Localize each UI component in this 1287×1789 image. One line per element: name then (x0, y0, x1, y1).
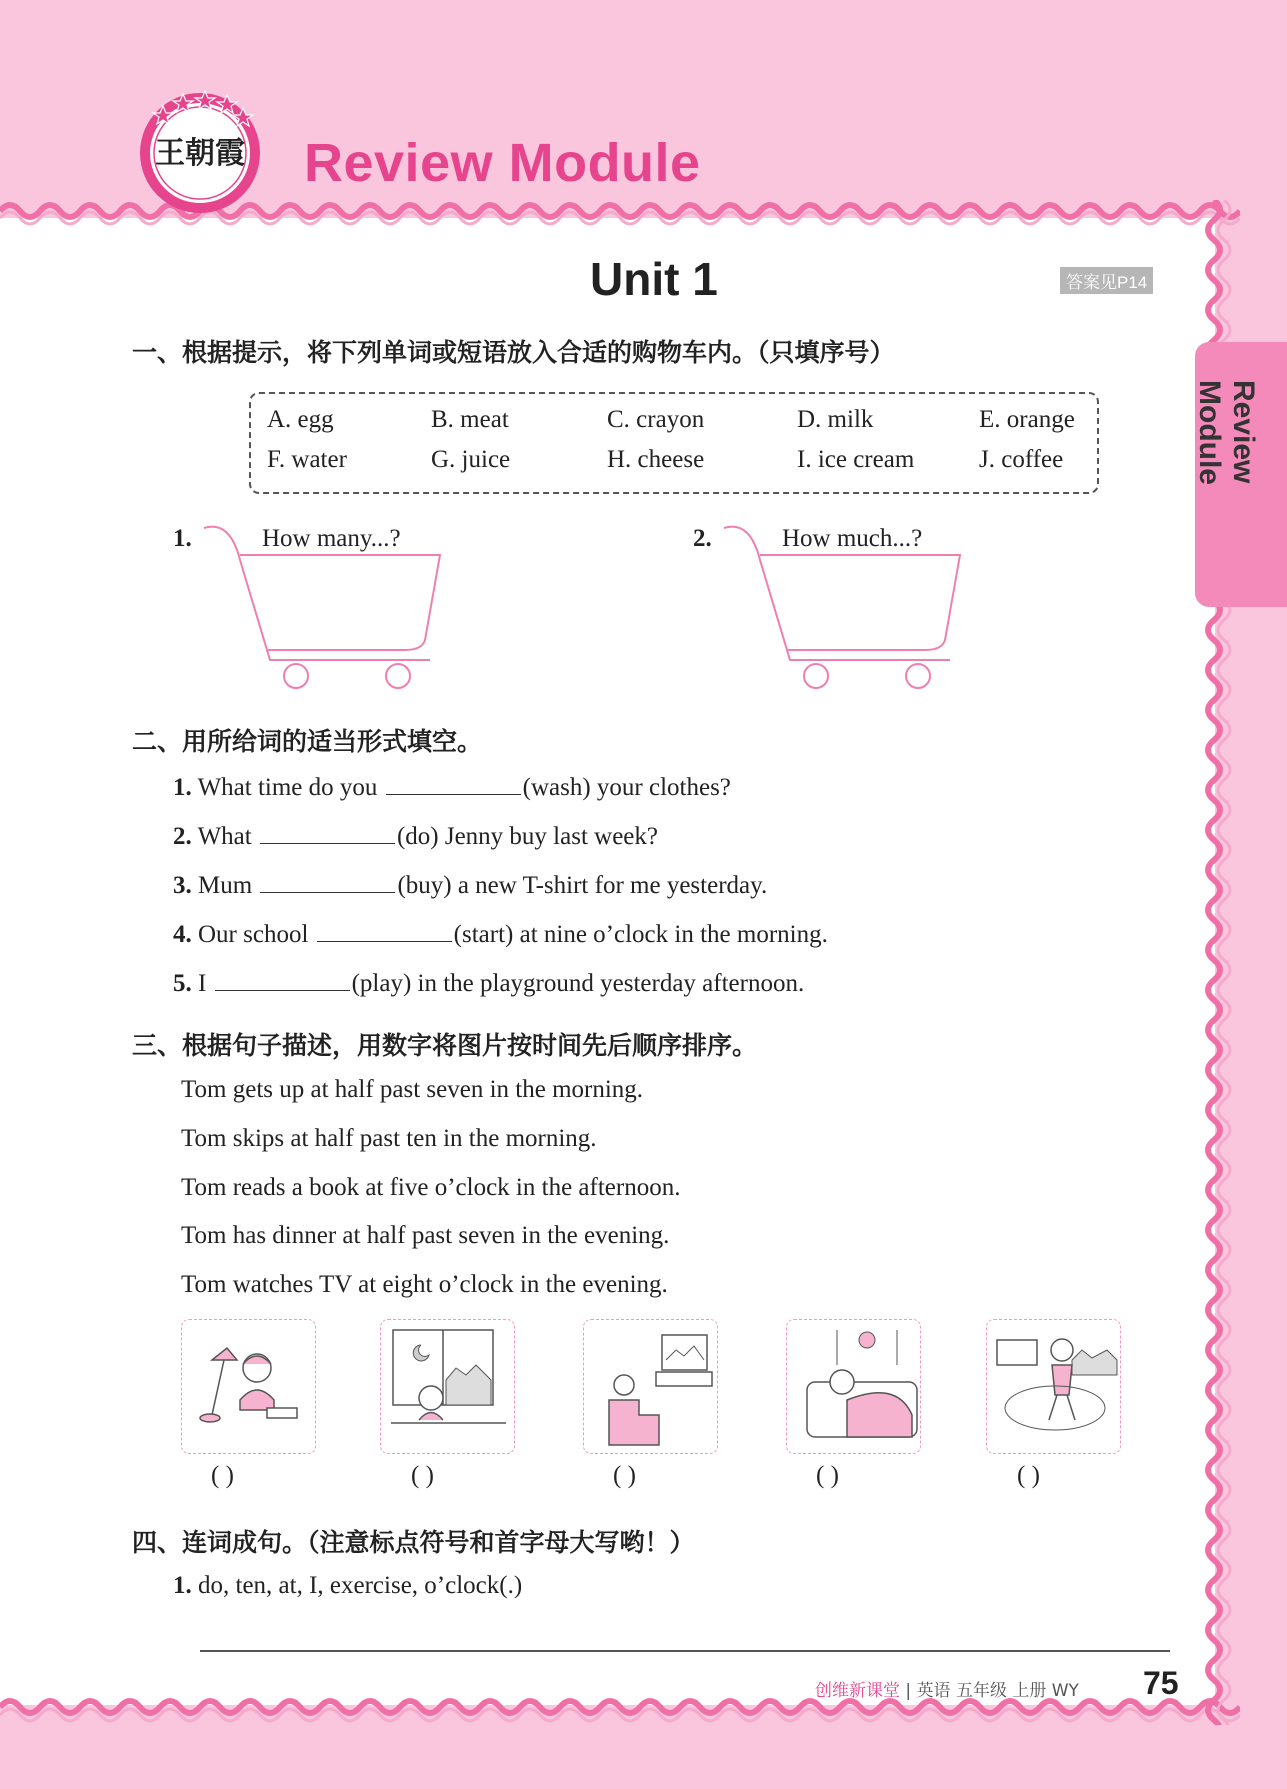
word-option: I. ice cream (797, 446, 915, 473)
order-answer-blank[interactable]: ( ) (411, 1462, 434, 1489)
question-text: Mum (198, 872, 253, 899)
question-number: 1. (173, 1572, 192, 1599)
fill-question (173, 870, 767, 900)
picture-getting-up (786, 1319, 921, 1454)
word-option: G. juice (431, 446, 511, 473)
bed-illustration (787, 1320, 921, 1454)
question-text: (buy) a new T-shirt for me yesterday. (397, 872, 768, 899)
module-title: Review Module (304, 133, 701, 193)
answer-blank[interactable] (260, 821, 395, 844)
picture-reading (181, 1319, 316, 1454)
description-sentence: Tom gets up at half past seven in the morning. (181, 1076, 644, 1103)
answer-blank[interactable] (386, 772, 521, 795)
fill-question (173, 968, 804, 998)
answer-reference-badge: 答案见P14 (1060, 267, 1153, 294)
skipping-illustration (987, 1320, 1121, 1454)
word-order-question (173, 1572, 522, 1600)
footer-info (815, 1676, 1079, 1701)
question-text: I (198, 970, 207, 997)
picture-skipping (986, 1319, 1121, 1454)
word-bank (249, 392, 1099, 494)
tv-illustration (584, 1320, 718, 1454)
dinner-illustration (381, 1320, 515, 1454)
word-option: D. milk (797, 406, 874, 433)
word-option: F. water (267, 446, 347, 473)
question-number: 3. (173, 872, 192, 899)
word-option: B. meat (431, 406, 509, 433)
description-sentence: Tom skips at half past ten in the morning. (181, 1125, 597, 1152)
question-text: What time do you (197, 774, 378, 801)
footer-book-info: | 英语 五年级 上册 WY (905, 1681, 1079, 1701)
order-answer-blank[interactable]: ( ) (1017, 1462, 1040, 1489)
question-number: 4. (173, 921, 192, 948)
description-sentence: Tom watches TV at eight o’clock in the evening. (181, 1271, 668, 1298)
question-number: 1. (173, 774, 192, 801)
question-text: What (197, 823, 252, 850)
answer-blank[interactable] (215, 968, 350, 991)
order-answer-blank[interactable]: ( ) (211, 1462, 234, 1489)
word-option: C. crayon (607, 406, 705, 433)
question-number: 2. (173, 823, 192, 850)
footer-divider (200, 1650, 1170, 1652)
fill-question (173, 821, 658, 851)
word-option: E. orange (979, 406, 1075, 433)
fill-question (173, 919, 828, 949)
section-3-title: 三、根据句子描述，用数字将图片按时间先后顺序排序。 (132, 1031, 758, 1060)
cart-2-label: How much...? (782, 525, 923, 552)
shopping-cart-icon[interactable] (200, 520, 500, 700)
question-text: Our school (198, 921, 309, 948)
reading-illustration (182, 1320, 316, 1454)
cart-1-number: 1. (173, 525, 192, 552)
picture-watching-tv (583, 1319, 718, 1454)
section-4-title: 四、连词成句。（注意标点符号和首字母大写哟！） (132, 1528, 695, 1557)
order-answer-blank[interactable]: ( ) (816, 1462, 839, 1489)
word-option: A. egg (267, 406, 334, 433)
question-text: (start) at nine o’clock in the morning. (453, 921, 828, 948)
description-sentence: Tom has dinner at half past seven in the evening. (181, 1222, 670, 1249)
brand-logo (135, 88, 265, 218)
question-text: (play) in the playground yesterday afternoon. (351, 970, 805, 997)
page-number: 75 (1143, 1665, 1179, 1701)
cart-1-label: How many...? (262, 525, 401, 552)
cart-2-number: 2. (693, 525, 712, 552)
question-text: (wash) your clothes? (522, 774, 731, 801)
question-text: do, ten, at, I, exercise, o’clock(.) (198, 1572, 523, 1599)
shopping-cart-icon[interactable] (720, 520, 1020, 700)
question-text: (do) Jenny buy last week? (396, 823, 658, 850)
answer-blank[interactable] (260, 870, 395, 893)
word-option: H. cheese (607, 446, 705, 473)
section-1-title: 一、根据提示，将下列单词或短语放入合适的购物车内。（只填序号） (132, 338, 895, 367)
fill-question (173, 772, 731, 802)
description-sentence: Tom reads a book at five o’clock in the afternoon. (181, 1174, 681, 1201)
question-number: 5. (173, 970, 192, 997)
side-tab-label: Review Module (1193, 380, 1260, 485)
logo-text: 王朝霞 (155, 136, 245, 171)
footer-brand: 创维新课堂 (815, 1681, 900, 1701)
unit-title: Unit 1 (590, 253, 718, 305)
order-answer-blank[interactable]: ( ) (613, 1462, 636, 1489)
picture-dinner (380, 1319, 515, 1454)
word-option: J. coffee (979, 446, 1064, 473)
section-2-title: 二、用所给词的适当形式填空。 (132, 727, 483, 756)
answer-blank[interactable] (317, 919, 452, 942)
